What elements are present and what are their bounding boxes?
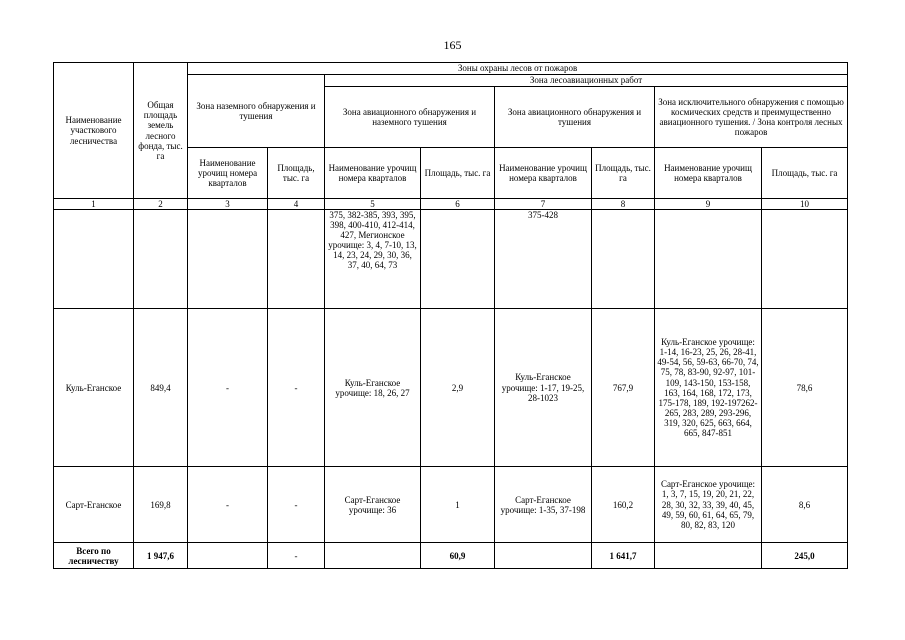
header-row-1 [54,63,848,75]
aviation-ground-area-cell: 1 [421,467,495,543]
section-area-cell: 849,4 [134,309,188,467]
aviation-names-cell: Куль-Еганское урочище: 1-17, 19-25, 28-1023 [495,309,592,467]
table-row-kul-egan [54,309,848,467]
total-aviation-names [495,543,592,569]
column-number: 10 [762,199,848,210]
header-space-names: Наименование урочищ номера кварталов [655,148,762,199]
column-number: 6 [421,199,495,210]
header-aviation-area: Площадь, тыс. га [592,148,655,199]
column-number: 7 [495,199,592,210]
ground-area-cell: - [268,309,325,467]
header-ground-zone: Зона наземного обнаружения и тушения [188,75,325,148]
header-ground-area: Площадь, тыс. га [268,148,325,199]
total-label: Всего по лесничеству [54,543,134,569]
ground-names-cell: - [188,467,268,543]
aviation-area-cell: 160,2 [592,467,655,543]
total-ground-area: - [268,543,325,569]
header-aviation-title: Зона лесоавиационных работ [325,75,848,87]
page-number: 165 [443,38,462,52]
header-aviation-names: Наименование урочищ номера кварталов [495,148,592,199]
header-ground-names: Наименование урочищ номера кварталов [188,148,268,199]
section-name-cell: Куль-Еганское [54,309,134,467]
total-space-area: 245,0 [762,543,848,569]
aviation-ground-area-cell: 2,9 [421,309,495,467]
aviation-ground-area-cell [421,210,495,309]
total-space-names [655,543,762,569]
ground-area-cell: - [268,467,325,543]
column-number: 5 [325,199,421,210]
header-aviation-ground-names: Наименование урочищ номера кварталов [325,148,421,199]
column-number: 1 [54,199,134,210]
section-area-cell [134,210,188,309]
section-area-cell: 169,8 [134,467,188,543]
ground-names-cell [188,210,268,309]
column-number: 8 [592,199,655,210]
table-row-sart-egan [54,467,848,543]
header-aviation-ground-zone: Зона авиационного обнаружения и наземного тушения [325,87,495,148]
table-row-total [54,543,848,569]
section-name-cell: Сарт-Еганское [54,467,134,543]
total-aviation-ground-names [325,543,421,569]
forest-fire-zones-table [53,62,848,569]
header-zones-title: Зоны охраны лесов от пожаров [188,63,848,75]
space-area-cell: 78,6 [762,309,848,467]
aviation-ground-names-cell: Куль-Еганское урочище: 18, 26, 27 [325,309,421,467]
space-names-cell [655,210,762,309]
header-aviation-zone: Зона авиационного обнаружения и тушения [495,87,655,148]
header-space-zone: Зона исключительного обнаружения с помощью космических средств и преимущественно авиационного тушения. / Зона контроля лесных пожаров [655,87,848,148]
header-aviation-ground-area: Площадь, тыс. га [421,148,495,199]
aviation-names-cell: Сарт-Еганское урочище: 1-35, 37-198 [495,467,592,543]
header-space-area: Площадь, тыс. га [762,148,848,199]
aviation-names-cell: 375-428 [495,210,592,309]
header-total-area: Общая площадь земель лесного фонда, тыс. га [134,63,188,199]
space-names-cell: Куль-Еганское урочище: 1-14, 16-23, 25, 26, 28-41, 49-54, 56, 59-63, 66-70, 74, 75, 78, 83-90, 92-97, 101-109, 143-150, 153-158, 163, 164, 168, 172, 173, 175-178, 189, 192-197262-265, 283, 289, 293-296, 319, 320, 625, 663, 664, 665, 847-851 [655,309,762,467]
space-names-cell: Сарт-Еганское урочище: 1, 3, 7, 15, 19, 20, 21, 22, 28, 30, 32, 33, 39, 40, 45, 49, 59, 60, 61, 64, 65, 79, 80, 82, 83, 120 [655,467,762,543]
section-name-cell [54,210,134,309]
total-ground-names [188,543,268,569]
column-number-row [54,199,848,210]
ground-names-cell: - [188,309,268,467]
column-number: 3 [188,199,268,210]
column-number: 2 [134,199,188,210]
ground-area-cell [268,210,325,309]
aviation-ground-names-cell: 375, 382-385, 393, 395, 398, 400-410, 412-414, 427, Мегионское урочище: 3, 4, 7-10, 13, 14, 23, 24, 29, 30, 36, 37, 40, 64, 73 [325,210,421,309]
aviation-area-cell [592,210,655,309]
column-number: 4 [268,199,325,210]
aviation-area-cell: 767,9 [592,309,655,467]
space-area-cell [762,210,848,309]
column-number: 9 [655,199,762,210]
total-aviation-ground-area: 60,9 [421,543,495,569]
space-area-cell: 8,6 [762,467,848,543]
total-area: 1 947,6 [134,543,188,569]
header-section-name: Наименование участкового лесничества [54,63,134,199]
total-aviation-area: 1 641,7 [592,543,655,569]
aviation-ground-names-cell: Сарт-Еганское урочище: 36 [325,467,421,543]
table-row-continuation [54,210,848,309]
